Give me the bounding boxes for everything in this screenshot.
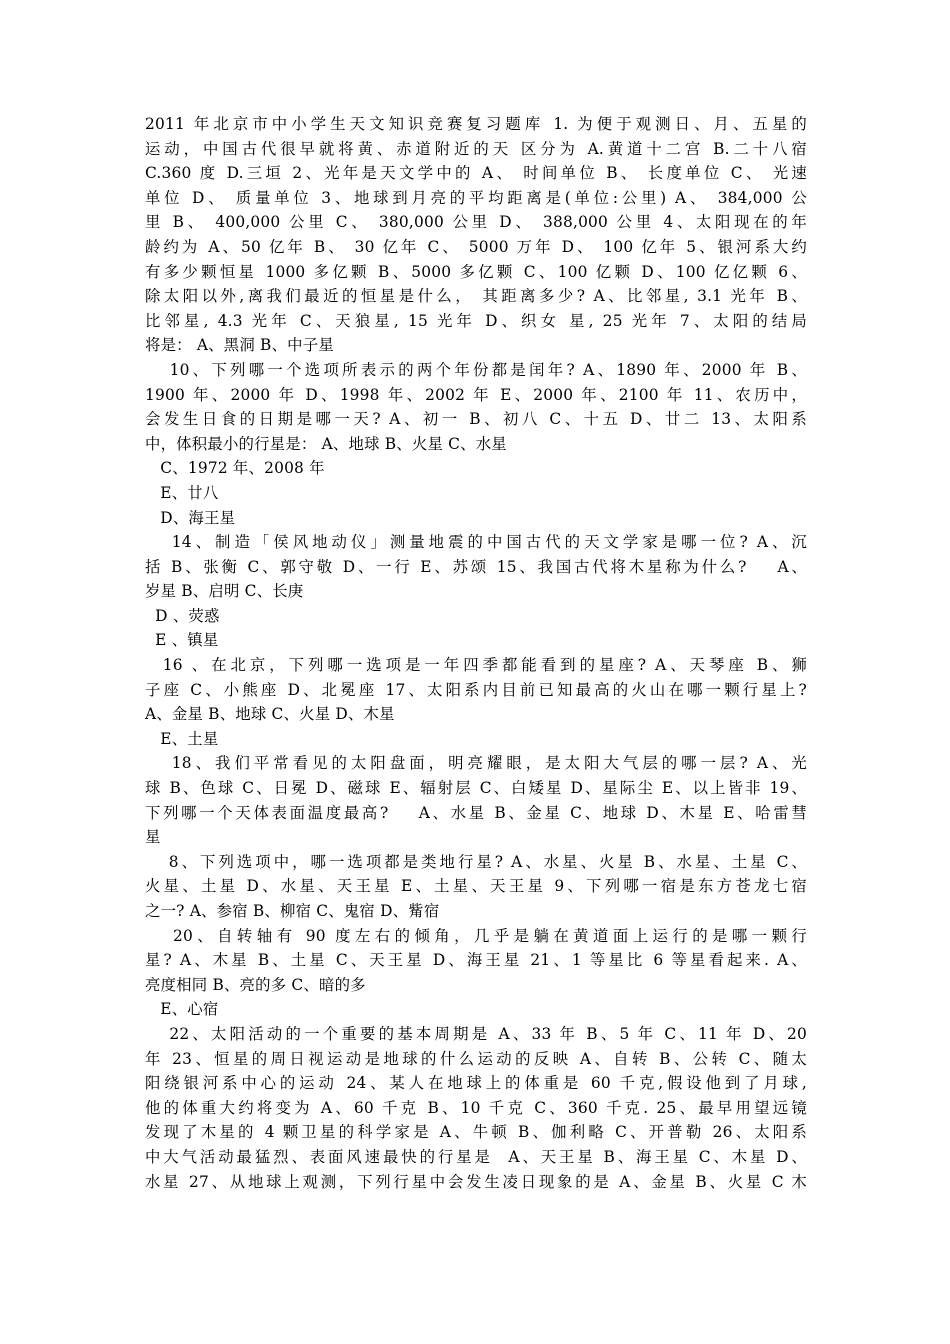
text-line: 运动，中国古代很早就将黄、赤道附近的天 区分为 A.黄道十二宫 B.二十八宿: [145, 139, 807, 158]
text-line: 20、自转轴有 90 度左右的倾角，几乎是躺在黄道面上运行的是哪一颗行: [145, 926, 807, 945]
text-line: 8、下列选项中，哪一选项都是类地行星? A、水星、火星 B、水星、土星 C、: [145, 852, 807, 871]
text-line: 10、下列哪一个选项所表示的两个年份都是闰年? A、1890 年、2000 年 B、: [145, 360, 807, 379]
text-line: 里 B、 400,000 公里 C、 380,000 公里 D、 388,000 公里 4、太阳现在的年: [145, 213, 807, 232]
text-line: 星: [145, 828, 161, 847]
text-line: 中大气活动最猛烈、表面风速最快的行星是 A、天王星 B、海王星 C、木星 D、: [145, 1147, 807, 1166]
text-line: 1900 年、2000 年 D、1998 年、2002 年 E、2000 年、2100 年 11、农历中，: [145, 385, 807, 404]
text-line: 下列哪一个天体表面温度最高? A、水星 B、金星 C、地球 D、木星 E、哈雷彗: [145, 803, 807, 822]
text-line: 括 B、张衡 C、郭守敬 D、一行 E、苏颂 15、我国古代将木星称为什么? A、: [145, 557, 807, 576]
text-line: 星? A、木星 B、土星 C、天王星 D、海王星 21、1 等星比 6 等星看起来. A、: [145, 951, 807, 970]
text-line: 18、我们平常看见的太阳盘面，明亮耀眼，是太阳大气层的哪一层? A、光: [145, 754, 807, 773]
text-line: 球 B、色球 C、日冕 D、磁球 E、辐射层 C、白矮星 D、星际尘 E、以上皆非 19、: [145, 779, 807, 798]
text-line: 单位 D、 质量单位 3、地球到月亮的平均距离是(单位:公里) A、 384,000 公: [145, 188, 807, 207]
text-line: 水星 27、从地球上观测，下列行星中会发生凌日现象的是 A、金星 B、火星 C 木: [145, 1172, 807, 1191]
text-line: 16 、在北京，下列哪一选项是一年四季都能看到的星座? A、天琴座 B、狮: [145, 656, 807, 675]
text-line: 火星、土星 D、水星、天王星 E、土星、天王星 9、下列哪一宿是东方苍龙七宿: [145, 877, 807, 896]
text-line: 亮度相同 B、亮的多 C、暗的多: [145, 975, 366, 994]
text-line: 除太阳以外,离我们最近的恒星是什么， 其距离多少? A、比邻星, 3.1 光年 B、: [145, 287, 807, 306]
text-line: E、土星: [145, 729, 219, 748]
text-line: 阳绕银河系中心的运动 24、某人在地球上的体重是 60 千克,假设他到了月球,: [145, 1074, 807, 1093]
text-line: 岁星 B、启明 C、长庚: [145, 582, 304, 601]
text-line: 子座 C、小熊座 D、北冕座 17、太阳系内目前已知最高的火山在哪一颗行星上?: [145, 680, 807, 699]
text-line: D 、荧惑: [145, 606, 220, 625]
document-body: [145, 112, 807, 1194]
text-line: 之一? A、参宿 B、柳宿 C、鬼宿 D、觜宿: [145, 902, 440, 920]
text-line: C.360 度 D.三垣 2、光年是天文学中的 A、 时间单位 B、 长度单位 C、 光速: [145, 164, 807, 183]
text-line: E 、镇星: [145, 631, 219, 650]
text-line: E、廿八: [145, 483, 219, 502]
text-line: 他的体重大约将变为 A、60 千克 B、10 千克 C、360 千克. 25、最早用望远镜: [145, 1098, 807, 1117]
text-line: 比邻星, 4.3 光年 C、天狼星, 15 光年 D、织女 星, 25 光年 7、太阳的结局: [145, 311, 807, 330]
text-line: 将是： A、黑洞 B、中子星: [145, 336, 334, 355]
text-line: 会发生日食的日期是哪一天? A、初一 B、初八 C、十五 D、廿二 13、太阳系: [145, 410, 807, 429]
text-line: 14、制造「侯风地动仪」测量地震的中国古代的天文学家是哪一位? A、沉: [145, 533, 807, 552]
text-line: 2011 年北京市中小学生天文知识竞赛复习题库 1. 为便于观测日、月、五星的: [145, 115, 807, 133]
text-line: 22、太阳活动的一个重要的基本周期是 A、33 年 B、5 年 C、11 年 D、20: [145, 1024, 807, 1043]
text-line: C、1972 年、2008 年: [145, 459, 325, 478]
text-line: 年 23、恒星的周日视运动是地球的什么运动的反映 A、自转 B、公转 C、随太: [145, 1049, 807, 1068]
text-line: 龄约为 A、50 亿年 B、 30 亿年 C、 5000 万年 D、 100 亿年 5、银河系大约: [145, 237, 807, 256]
text-line: 中，体积最小的行星是： A、地球 B、火星 C、水星: [145, 434, 507, 453]
text-line: 有多少颗恒星 1000 多亿颗 B、5000 多亿颗 C、100 亿颗 D、100 亿亿颗 6、: [145, 262, 807, 281]
text-line: 发现了木星的 4 颗卫星的科学家是 A、牛顿 B、伽利略 C、开普勒 26、太阳系: [145, 1123, 807, 1142]
text-line: A、金星 B、地球 C、火星 D、木星: [145, 705, 395, 724]
text-line: E、心宿: [145, 1000, 219, 1019]
text-line: D、海王星: [145, 508, 236, 527]
